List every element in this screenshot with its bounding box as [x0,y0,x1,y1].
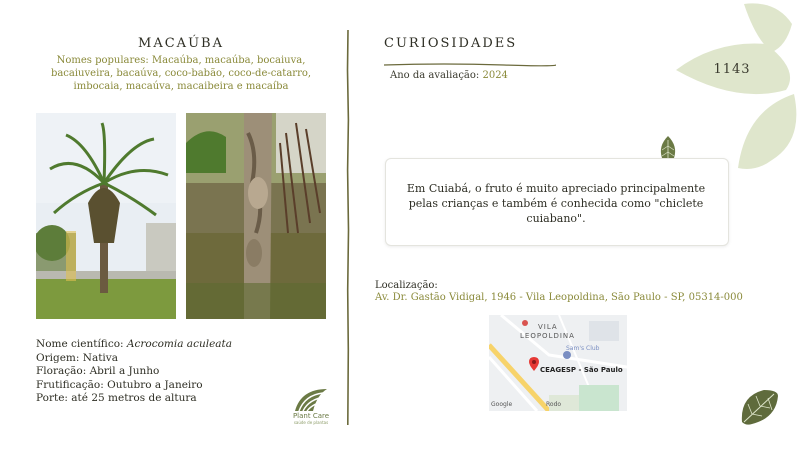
scientific-name-value: Acrocomia aculeata [126,338,233,350]
location-label: Localização: [375,280,438,291]
evaluation-year [390,70,508,81]
popular-names-label: Nomes populares: [56,55,149,66]
heading-underline [384,53,556,59]
brand-tagline: saúde de plantas [293,420,329,425]
column-divider [345,30,351,425]
popular-names-value: Macaúba, macaúba, bocaiuva, bacaiuveira, bacaúva, coco-babão, coco-de-catarro, imbocaia, macaúva, macaibeira e macaíba [50,55,312,92]
location-address: Av. Dr. Gastão Vidigal, 1946 - Vila Leopoldina, São Paulo - SP, 05314-000 [375,292,743,303]
map-pin-label: CEAGESP - São Paulo [540,366,623,374]
size-row: Porte: até 25 metros de altura [36,392,197,404]
record-code: 1143 [713,62,751,77]
plant-facts [36,338,296,406]
plant-photo-full-tree [36,113,176,319]
brand-name: Plant Care [292,412,330,420]
plant-title: MACAÚBA [138,36,224,51]
plant-photo-trunk [186,113,326,319]
origin-row: Origem: Nativa [36,351,118,364]
flowering-row: Floração: Abril a Junho [36,365,160,377]
scientific-name-label: Nome científico: [36,338,127,350]
bottom-leaf-icon [738,386,780,426]
curiosity-text: Em Cuiabá, o fruto é muito apreciado principalmente pelas crianças e também é conhecida como "chiclete cuiabano". [406,182,706,225]
map-district-label-2: LEOPOLDINA [520,332,575,340]
evaluation-year-label: Ano da avaliação: [390,70,483,81]
map-poi-label: Sam's Club [566,345,600,352]
map-pin-icon[interactable] [529,356,539,375]
evaluation-year-value: 2024 [482,70,508,81]
map-provider-label: Google [491,401,513,408]
location-map[interactable] [489,315,627,411]
fruiting-row: Frutificação: Outubro a Janeiro [36,378,203,391]
scientific-name-row [36,338,296,352]
decorative-leaf-icon [676,0,800,175]
map-road-label: Rodo [546,401,562,408]
popular-names [36,54,326,93]
curiosities-heading: CURIOSIDADES [384,36,518,51]
map-district-label: VILA [538,323,558,331]
